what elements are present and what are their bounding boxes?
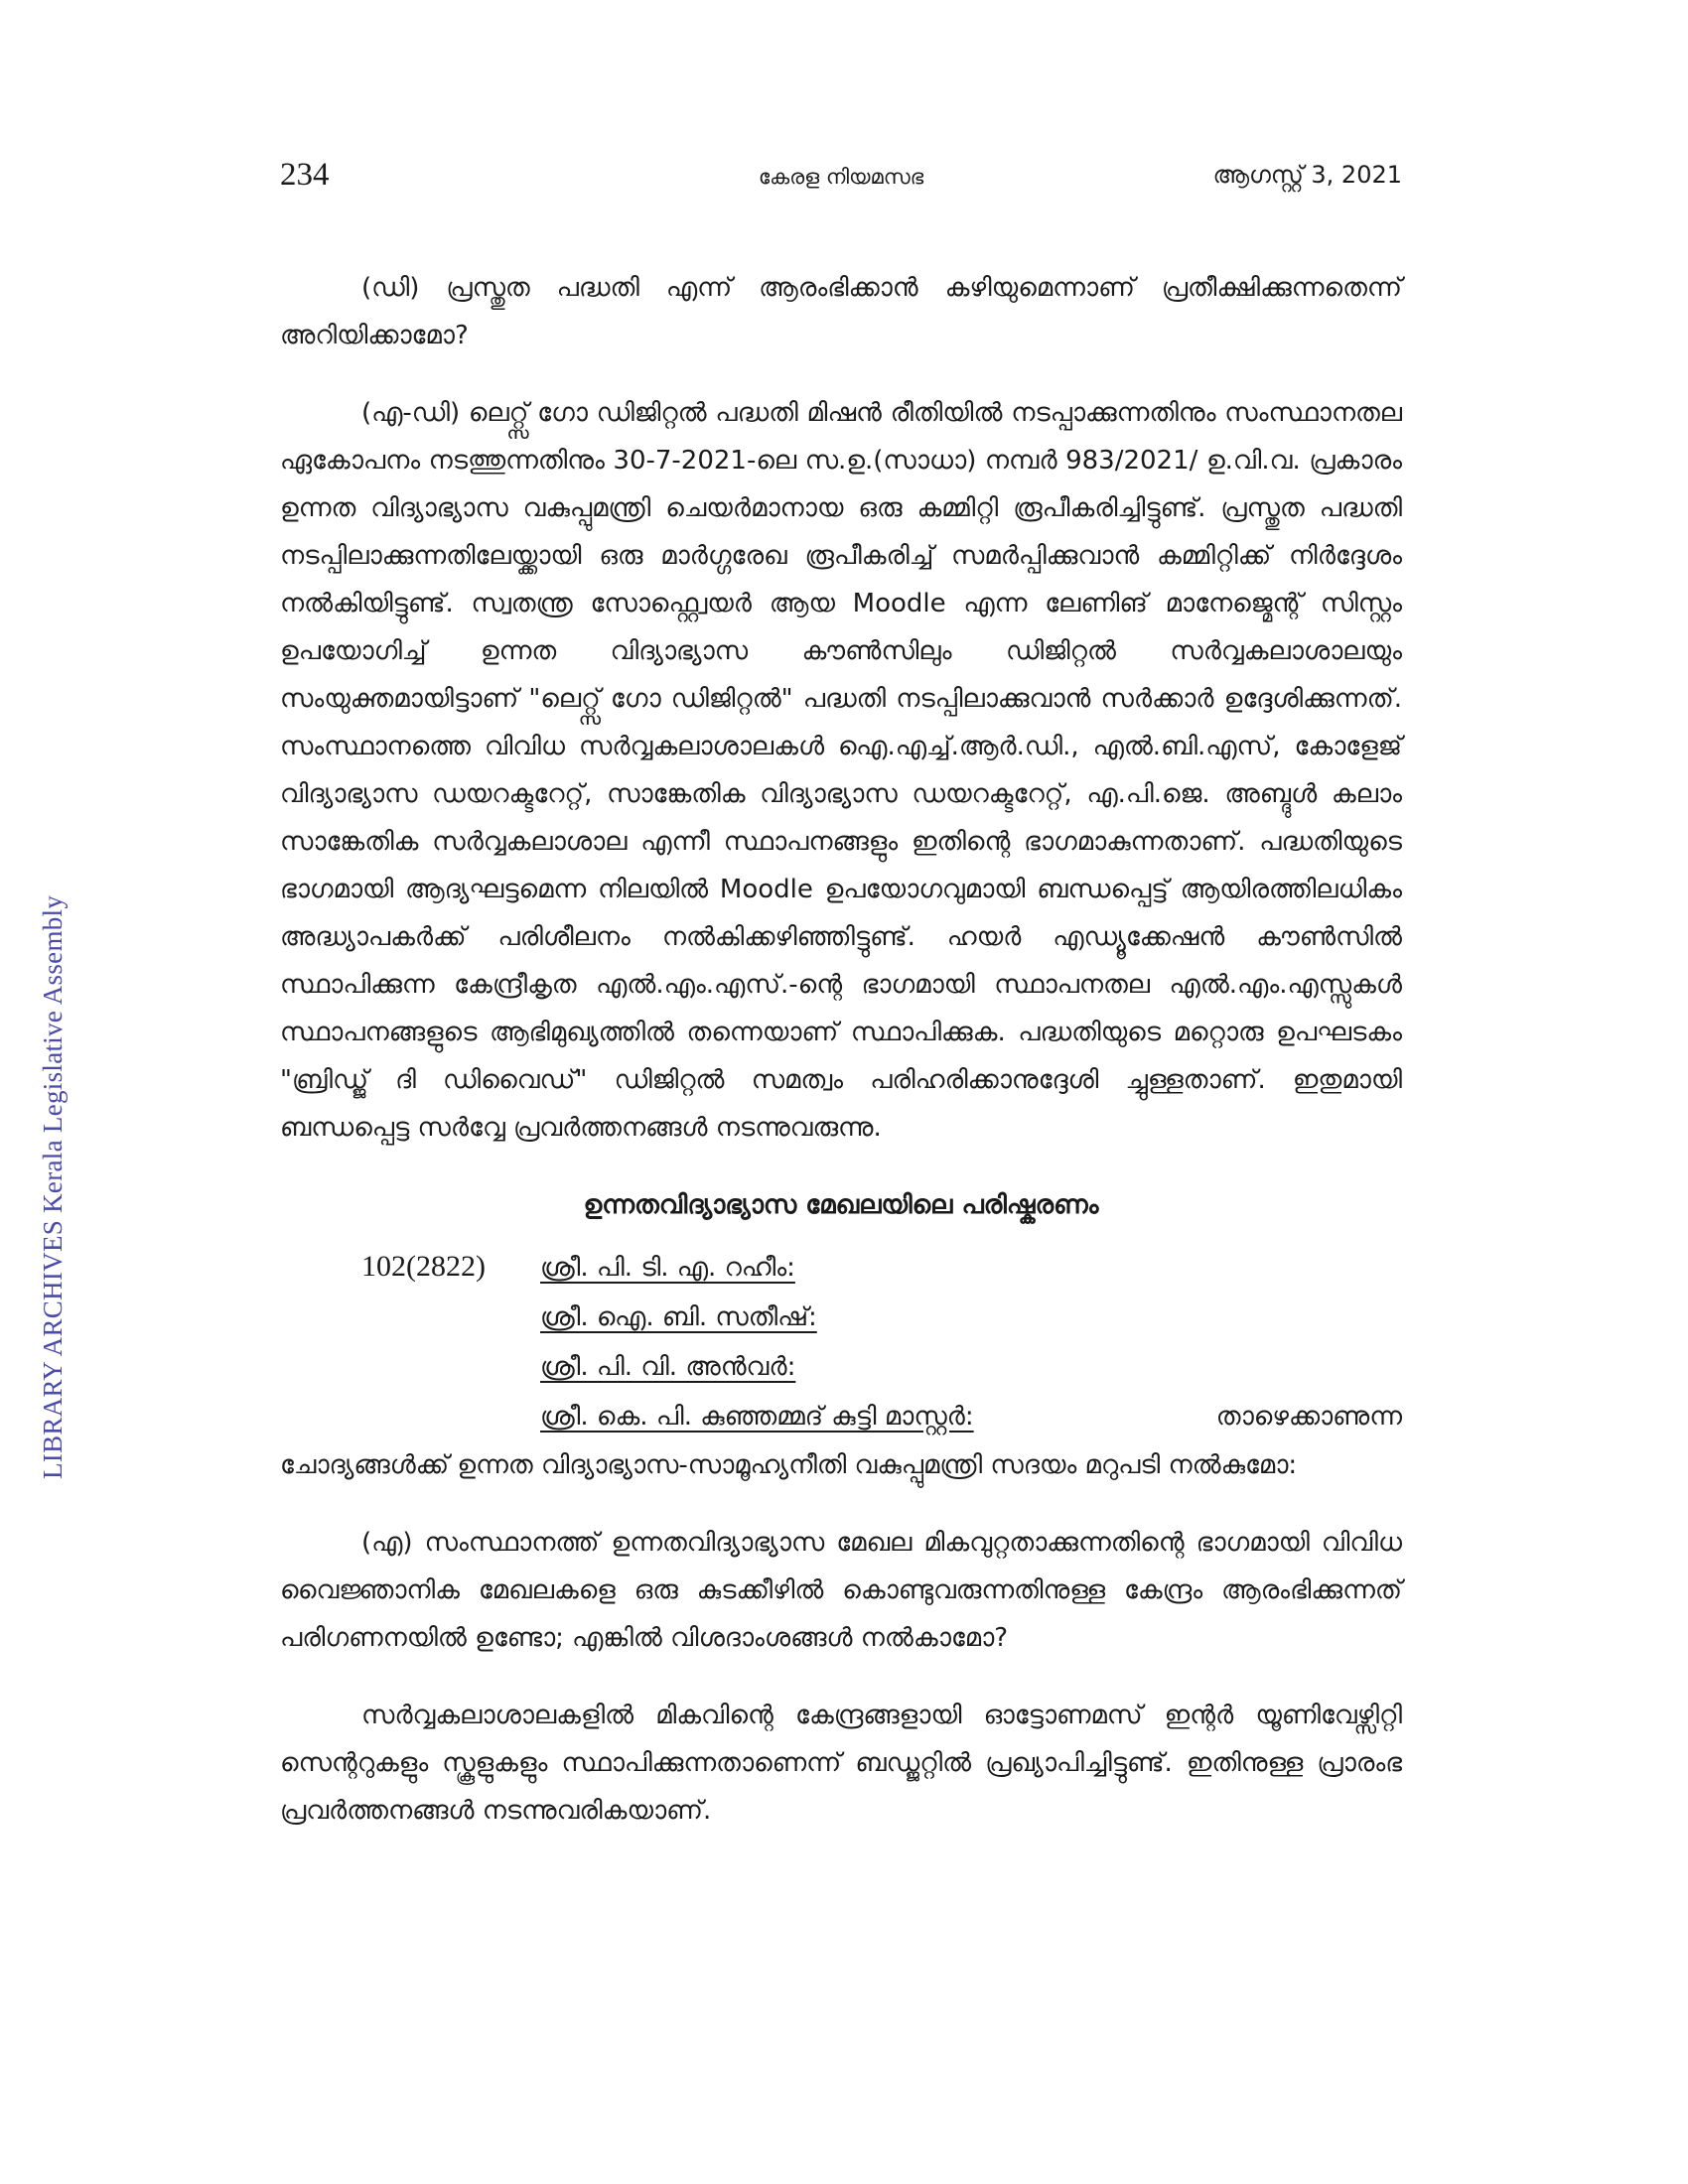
archive-watermark: LIBRARY ARCHIVES Kerala Legislative Assembly bbox=[38, 894, 68, 1479]
page-number: 234 bbox=[280, 157, 330, 193]
header-date: ആഗസ്റ്റ് 3, 2021 bbox=[1212, 161, 1402, 189]
paragraph-answer-a-d: (എ-ഡി) ലെറ്റ്സ് ഗോ ഡിജിറ്റൽ പദ്ധതി മിഷൻ രീതിയിൽ നടപ്പാക്കുന്നതിനും സംസ്ഥാനതല ഏകോപനം നടത്തുന്നതിനും 30-7-2021-ലെ സ.ഉ.(സാധാ) നമ്പർ 983/2021/ ഉ.വി.വ. പ്രകാരം ഉന്നത വിദ്യാഭ്യാസ വകുപ്പുമന്ത്രി ചെയർമാനായ ഒരു കമ്മിറ്റി രൂപീകരിച്ചിട്ടുണ്ട്. പ്രസ്തുത പദ്ധതി നടപ്പിലാക്കുന്നതിലേയ്ക്കായി ഒരു മാർഗ്ഗരേഖ രൂപീകരിച്ച് സമർപ്പിക്കുവാൻ കമ്മിറ്റിക്ക് നിർദ്ദേശം നൽകിയിട്ടുണ്ട്. സ്വതന്ത്ര സോഫ്റ്റ്വെയർ ആയ Moodle എന്ന ലേണിങ് മാനേജ്മെന്റ് സിസ്റ്റം ഉപയോഗിച്ച് ഉന്നത വിദ്യാഭ്യാസ കൗൺസിലും ഡിജിറ്റൽ സർവ്വകലാശാലയും സംയുക്തമായിട്ടാണ് "ലെറ്റ്സ് ഗോ ഡിജിറ്റൽ" പദ്ധതി നടപ്പിലാക്കുവാൻ സർക്കാർ ഉദ്ദേശിക്കുന്നത്. സംസ്ഥാനത്തെ വിവിധ സർവ്വകലാശാലകൾ ഐ.എച്ച്.ആർ.ഡി., എൽ.ബി.എസ്, കോളേജ് വിദ്യാഭ്യാസ ഡയറക്ടറേറ്റ്, സാങ്കേതിക വിദ്യാഭ്യാസ ഡയറക്ടറേറ്റ്, എ.പി.ജെ. അബ്ദുൾ കലാം സാങ്കേതിക സർവ്വകലാശാല എന്നീ സ്ഥാപനങ്ങളും ഇതിന്റെ ഭാഗമാകുന്നതാണ്. പദ്ധതിയുടെ ഭാഗമായി ആദ്യഘട്ടമെന്ന നിലയിൽ Moodle ഉപയോഗവുമായി ബന്ധപ്പെട്ട് ആയിരത്തിലധികം അദ്ധ്യാപകർക്ക് പരിശീലനം നൽകിക്കഴിഞ്ഞിട്ടുണ്ട്. ഹയർ എഡ്യൂക്കേഷൻ കൗൺസിൽ സ്ഥാപിക്കുന്ന കേന്ദ്രീകൃത എൽ.എം.എസ്.-ന്റെ ഭാഗമായി സ്ഥാപനതല എൽ.എം.എസ്സുകൾ സ്ഥാപനങ്ങളുടെ ആഭിമുഖ്യത്തിൽ തന്നെയാണ് സ്ഥാപിക്കുക. പദ്ധതിയുടെ മറ്റൊരു ഉപഘടകം "ബ്രിഡ്ജ് ദി ഡിവൈഡ്" ഡിജിറ്റൽ സമത്വം പരിഹരിക്കാനുദ്ദേശി ച്ചുള്ളതാണ്. ഇതുമായി ബന്ധപ്പെട്ട സർവ്വേ പ്രവർത്തനങ്ങൾ നടന്നുവരുന്നു. bbox=[280, 398, 1402, 1143]
member-name: ശ്രീ. ഐ. ബി. സതീഷ്: bbox=[540, 1302, 817, 1332]
question-number: 102(2822) bbox=[361, 1250, 486, 1283]
paragraph-question-a: (എ) സംസ്ഥാനത്ത് ഉന്നതവിദ്യാഭ്യാസ മേഖല മികവുറ്റതാക്കുന്നതിന്റെ ഭാഗമായി വിവിധ വൈജ്ഞാനിക മേഖലകളെ ഒരു കുടക്കീഴിൽ കൊണ്ടുവരുന്നതിനുള്ള കേന്ദ്രം ആരംഭിക്കുന്നത് പരിഗണനയിൽ ഉണ്ടോ; എങ്കിൽ വിശദാംശങ്ങൾ നൽകാമോ? bbox=[280, 1528, 1402, 1653]
member-line bbox=[540, 1243, 1402, 1293]
member-name: ശ്രീ. പി. വി. അൻവർ: bbox=[540, 1352, 796, 1382]
member-name: ശ്രീ. പി. ടി. എ. റഹീം: bbox=[540, 1253, 795, 1283]
member-line bbox=[540, 1293, 1402, 1342]
member-suffix: താഴെക്കാണുന്ന bbox=[1215, 1402, 1402, 1432]
running-title: കേരള നിയമസഭ bbox=[758, 165, 924, 189]
member-name: ശ്രീ. കെ. പി. കുഞ്ഞമ്മദ് കുട്ടി മാസ്റ്റർ: bbox=[540, 1402, 974, 1432]
page-header bbox=[280, 157, 1402, 206]
question-block bbox=[280, 1243, 1402, 1489]
question-intro: ചോദ്യങ്ങൾക്ക് ഉന്നത വിദ്യാഭ്യാസ-സാമൂഹ്യനീതി വകുപ്പുമന്ത്രി സദയം മറുപടി നൽകുമോ: bbox=[280, 1450, 1298, 1480]
member-line-last bbox=[540, 1392, 1402, 1441]
paragraph-answer: സർവ്വകലാശാലകളിൽ മികവിന്റെ കേന്ദ്രങ്ങളായി ഓട്ടോണമസ് ഇന്റർ യൂണിവേഴ്സിറ്റി സെന്ററുകളും സ്കൂളുകളും സ്ഥാപിക്കുന്നതാണെന്ന് ബഡ്ജറ്റിൽ പ്രഖ്യാപിച്ചിട്ടുണ്ട്. ഇതിനുള്ള പ്രാരംഭ പ്രവർത്തനങ്ങൾ നടന്നുവരികയാണ്. bbox=[280, 1701, 1402, 1826]
paragraph-question-d: (ഡി) പ്രസ്തുത പദ്ധതി എന്ന് ആരംഭിക്കാൻ കഴിയുമെന്നാണ് പ്രതീക്ഷിക്കുന്നതെന്ന് അറിയിക്കാമോ? bbox=[280, 273, 1402, 350]
section-heading: ഉന്നതവിദ്യാഭ്യാസ മേഖലയിലെ പരിഷ്കരണം bbox=[583, 1190, 1099, 1220]
document-body bbox=[280, 264, 1402, 1864]
member-line bbox=[540, 1342, 1402, 1392]
